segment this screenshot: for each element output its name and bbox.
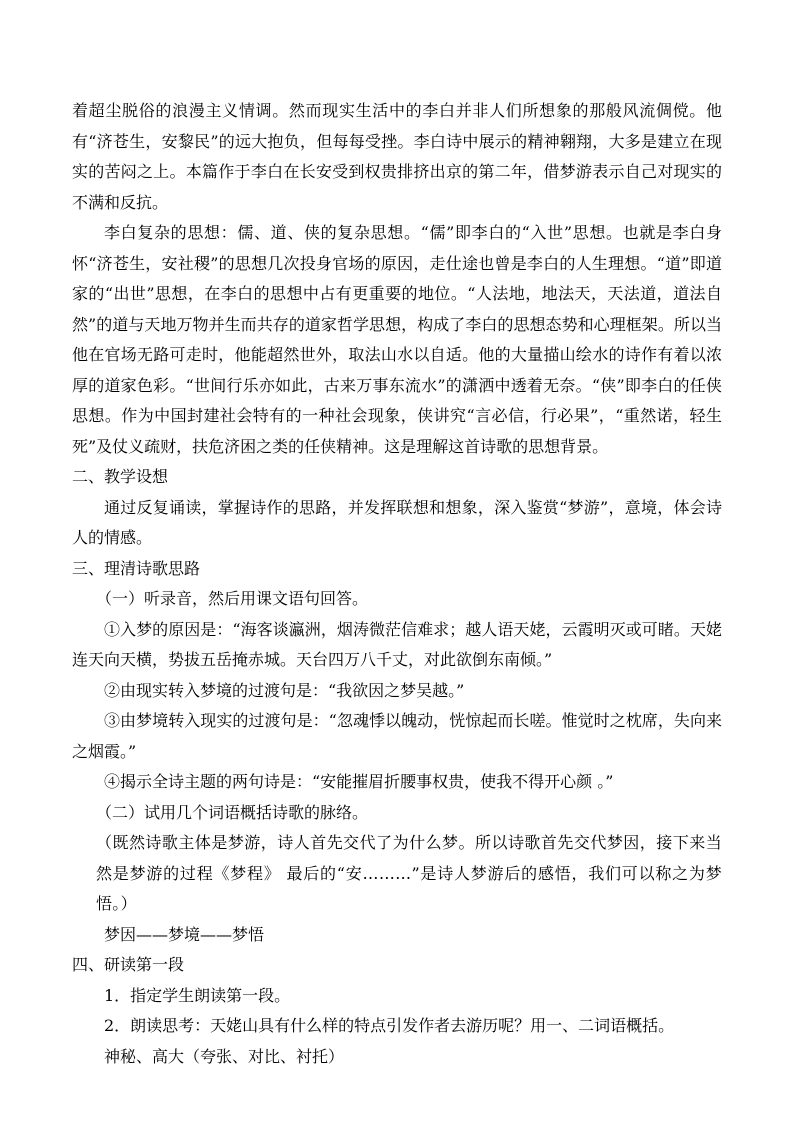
- item-transition-to-reality: ③由梦境转入现实的过渡句是：“忽魂悸以魄动，恍惊起而长嗟。惟觉时之枕席，失向来之烟霞。”: [72, 711, 722, 761]
- item-dream-sequence: 梦因——梦境——梦悟: [104, 924, 265, 944]
- item-think-question: 2．朗读思考：天姥山具有什么样的特点引发作者去游历呢？用一、二词语概括。: [104, 1016, 675, 1035]
- item-dream-reason: ①入梦的原因是：“海客谈瀛洲，烟涛微茫信难求；越人语天姥，云霞明灭或可睹。天姥连天向天横，势拔五岳掩赤城。天台四万八千丈，对此欲倒东南倾。”: [72, 619, 722, 669]
- paragraph-explanation: （既然诗歌主体是梦游，诗人首先交代了为什么梦。所以诗歌首先交代梦因，接下来当然是梦游的过程《梦程》 最后的“安………”是诗人梦游后的感悟，我们可以称之为梦悟。）: [96, 833, 722, 913]
- item-summarize-words: （二）试用几个词语概括诗歌的脉络。: [96, 802, 369, 822]
- paragraph-background: 着超尘脱俗的浪漫主义情调。然而现实生活中的李白并非人们所想象的那般风流倜傥。他有“济苍生，安黎民”的远大抱负，但每每受挫。李白诗中展示的精神翱翔，大多是建立在现实的苦闷之上。本篇作于李白在长安受到权贵排挤出京的第二年，借梦游表示自己对现实的不满和反抗。: [72, 101, 722, 212]
- item-listen-recording: （一）听录音，然后用课文语句回答。: [96, 589, 369, 608]
- heading-teaching-idea: 二、教学设想: [72, 467, 169, 486]
- heading-poem-structure: 三、理清诗歌思路: [72, 558, 201, 578]
- item-answer: 神秘、高大（夸张、对比、衬托）: [104, 1046, 345, 1066]
- paragraph-teaching-idea: 通过反复诵读，掌握诗作的思路，并发挥联想和想象，深入鉴赏“梦游”，意境，体会诗人的情感。: [72, 497, 722, 547]
- item-transition-into-dream: ②由现实转入梦境的过渡句是：“我欲因之梦吴越。”: [104, 680, 465, 700]
- heading-first-section: 四、研读第一段: [72, 955, 185, 974]
- paragraph-li-bai-thought: 李白复杂的思想：儒、道、侠的复杂思想。“儒”即李白的“入世”思想。也就是李白身怀“济苍生，安社稷”的思想几次投身官场的原因，走仕途也曾是李白的人生理想。“道”即道家的“出世”思想，在李白的思想中占有更重要的地位。“人法地，地法天，天法道，道法自然”的道与天地万物并生而共存的道家哲学思想，构成了李白的思想态势和心理框架。所以当他在官场无路可走时，他能超然世外，取法山水以自适。他的大量描山绘水的诗作有着以浓厚的道家色彩。“世间行乐亦如此，古来万事东流水”的潇洒中透着无奈。“侠”即李白的任侠思想。作为中国封建社会特有的一种社会现象，侠讲究“言必信，行必果”，“重然诺，轻生死”及仗义疏财，扶危济困之类的任侠精神。这是理解这首诗歌的思想背景。: [72, 223, 722, 456]
- item-theme-lines: ④揭示全诗主题的两句诗是：“安能摧眉折腰事权贵，使我不得开心颜 。”: [104, 772, 614, 791]
- item-read-first-section: 1．指定学生朗读第一段。: [104, 985, 291, 1005]
- document-page: [72, 96, 722, 1072]
